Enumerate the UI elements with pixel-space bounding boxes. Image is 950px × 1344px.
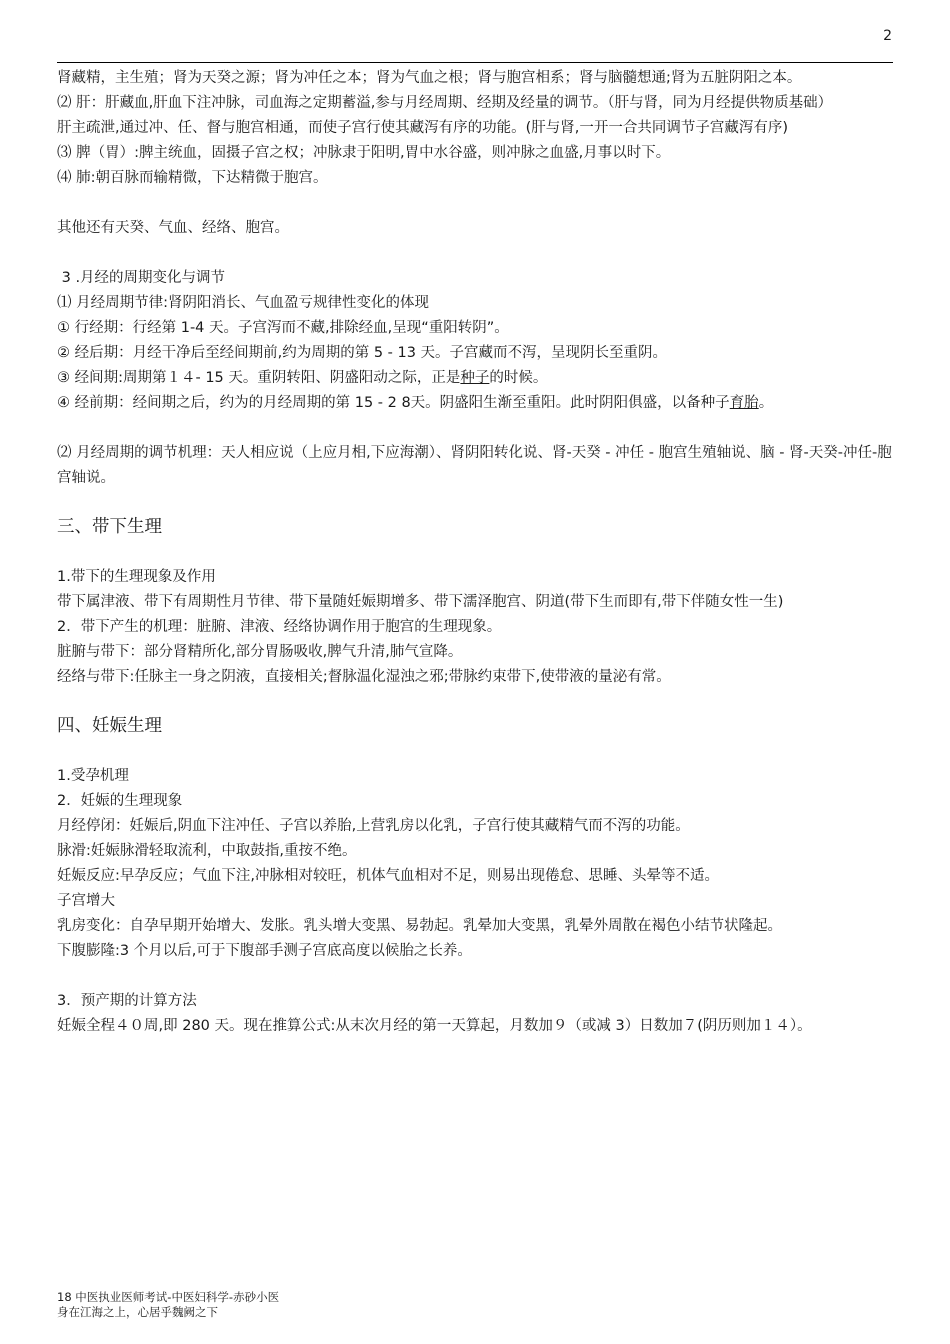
subheading-cycle: 3 .月经的周期变化与调节 xyxy=(57,270,226,286)
paragraph-leukorrhea-nature: 带下属津液、带下有周期性月节律、带下量随妊娠期增多、带下濡泽胞宫、阴道(带下生而即有,带下伴随女性一生) xyxy=(57,594,784,610)
paragraph-intermenstrual xyxy=(57,366,893,391)
paragraph-leukorrhea-2: 2．带下产生的机理：脏腑、津液、经络协调作用于胞宫的生理现象。 xyxy=(57,619,502,635)
paragraph-due-date-heading: 3．预产期的计算方法 xyxy=(57,993,197,1009)
page-footer xyxy=(57,1290,279,1320)
paragraph-abdomen: 下腹膨隆:3 个月以后,可于下腹部手测子宫底高度以候胎之长养。 xyxy=(57,943,472,959)
paragraph-breast: 乳房变化：自孕早期开始增大、发胀。乳头增大变黑、易勃起。乳晕加大变黑，乳晕外周散在褐色小结节状隆起。 xyxy=(57,918,782,934)
header-rule xyxy=(57,62,893,63)
text-segment: ④ 经前期：经间期之后，约为的月经周期的第 15 - 2 8天。阴盛阳生渐至重阳。此时阴阳俱盛，以备种子 xyxy=(57,395,730,411)
paragraph-leukorrhea-organs: 脏腑与带下：部分肾精所化,部分胃肠吸收,脾气升清,肺气宣降。 xyxy=(57,644,463,660)
page-number: 2 xyxy=(883,28,892,44)
paragraph-liver: ⑵ 肝：肝藏血,肝血下注冲脉，司血海之定期蓄溢,参与月经周期、经期及经量的调节。（肝与肾，同为月经提供物质基础） xyxy=(57,95,833,111)
footer-source: 18 中医执业医师考试-中医妇科学-赤砂小医 xyxy=(57,1290,280,1304)
paragraph-premenstrual xyxy=(57,391,893,416)
paragraph-menstrual-phase: ① 行经期：行经第 1-4 天。子宫泻而不藏,排除经血,呈现“重阳转阴”。 xyxy=(57,320,509,336)
paragraph-uterus: 子宫增大 xyxy=(57,893,115,909)
paragraph-due-date-formula: 妊娠全程４０周,即 280 天。现在推算公式:从末次月经的第一天算起，月数加９（或减 3）日数加７(阴历则加１４）。 xyxy=(57,1018,812,1034)
text-segment: 。 xyxy=(758,395,774,411)
paragraph-others: 其他还有天癸、气血、经络、胞宫。 xyxy=(57,220,289,236)
paragraph-liver-dispersion: 肝主疏泄,通过冲、任、督与胞宫相通，而使子宫行使其藏泻有序的功能。(肝与肾,一开一合共同调节子宫藏泻有序) xyxy=(57,120,789,136)
section-heading-leukorrhea: 三、带下生理 xyxy=(57,517,162,537)
text-segment: 的时候。 xyxy=(489,370,548,386)
underlined-term: 育胎 xyxy=(729,395,759,411)
text-segment: ③ 经间期:周期第１４- 15 天。重阴转阳、阴盛阳动之际，正是 xyxy=(57,370,461,386)
paragraph-pregnancy-1: 1.受孕机理 xyxy=(57,768,129,784)
paragraph-spleen: ⑶ 脾（胃）:脾主统血，固摄子宫之权；冲脉隶于阳明,胃中水谷盛，则冲脉之血盛,月事以时下。 xyxy=(57,145,671,161)
paragraph-cycle-rhythm: ⑴ 月经周期节律:肾阴阳消长、气血盈亏规律性变化的体现 xyxy=(57,295,429,311)
paragraph-pulse: 脉滑:妊娠脉滑轻取流利，中取鼓指,重按不绝。 xyxy=(57,843,357,859)
paragraph-cycle-regulation: ⑵ 月经周期的调节机理：天人相应说（上应月相,下应海潮）、肾阴阳转化说、肾-天癸 - 冲任 - 胞宫生殖轴说、脑 - 肾-天癸-冲任-胞宫轴说。 xyxy=(57,445,892,486)
footer-motto: 身在江海之上，心居乎魏阙之下 xyxy=(57,1305,218,1319)
document-body xyxy=(57,66,893,1039)
paragraph-pregnancy-2: 2．妊娠的生理现象 xyxy=(57,793,183,809)
paragraph-kidney: 肾藏精，主生殖；肾为天癸之源；肾为冲任之本；肾为气血之根；肾与胞宫相系；肾与脑髓想通;肾为五脏阴阳之本。 xyxy=(57,70,802,86)
paragraph-amenorrhea: 月经停闭：妊娠后,阴血下注冲任、子宫以养胎,上营乳房以化乳，子宫行使其藏精气而不泻的功能。 xyxy=(57,818,690,834)
underlined-term: 种子 xyxy=(460,370,490,386)
paragraph-post-menstrual: ② 经后期：月经干净后至经间期前,约为周期的第 5 - 13 天。子宫藏而不泻，呈现阴长至重阴。 xyxy=(57,345,668,361)
section-heading-pregnancy: 四、妊娠生理 xyxy=(57,716,162,736)
paragraph-lung: ⑷ 肺:朝百脉而输精微，下达精微于胞宫。 xyxy=(57,170,328,186)
paragraph-leukorrhea-meridians: 经络与带下:任脉主一身之阴液，直接相关;督脉温化湿浊之邪;带脉约束带下,使带液的量泌有常。 xyxy=(57,669,671,685)
paragraph-reaction: 妊娠反应:早孕反应；气血下注,冲脉相对较旺，机体气血相对不足，则易出现倦怠、思睡、头晕等不适。 xyxy=(57,868,719,884)
paragraph-leukorrhea-1: 1.带下的生理现象及作用 xyxy=(57,569,216,585)
